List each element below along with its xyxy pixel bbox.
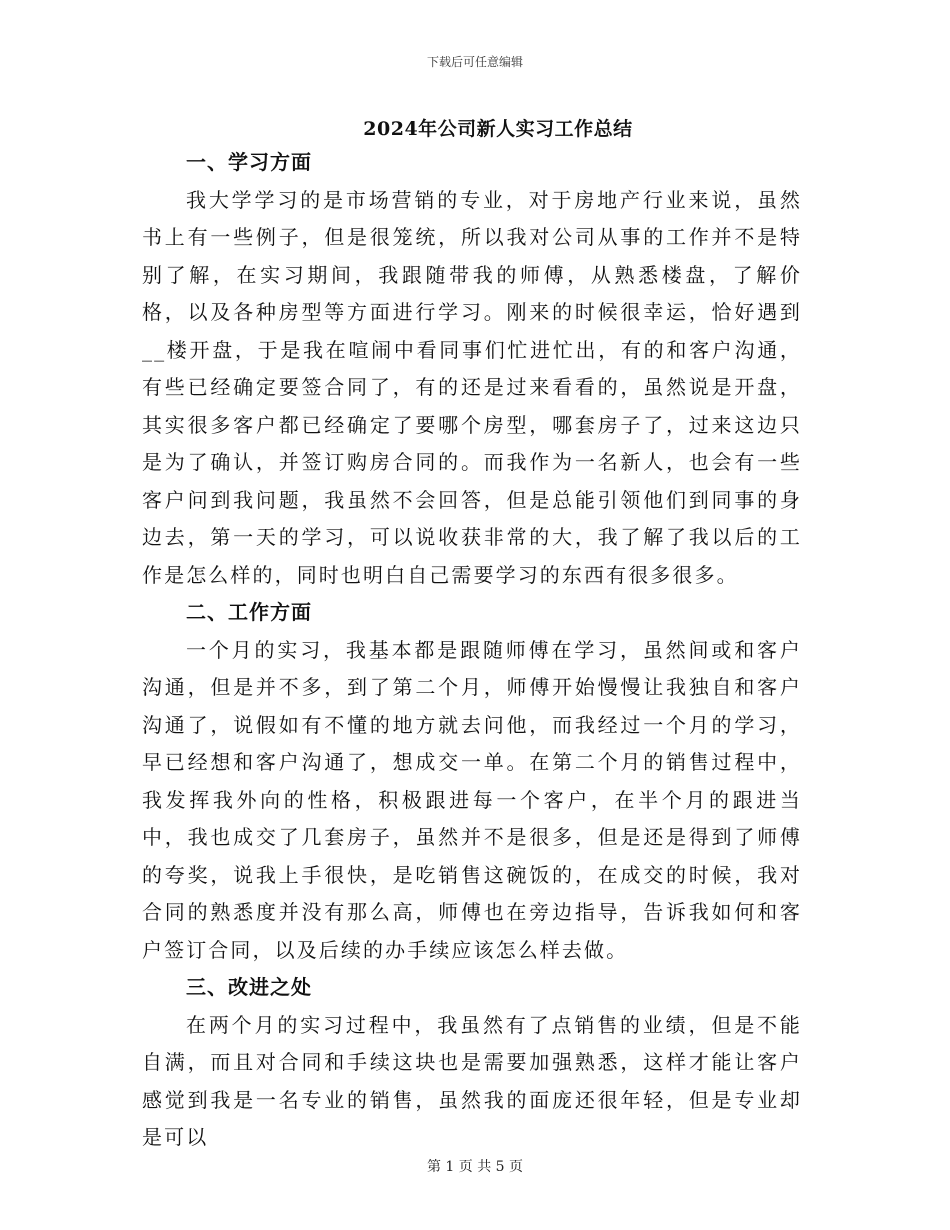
section-paragraph: 在两个月的实习过程中，我虽然有了点销售的业绩，但是不能自满，而且对合同和手续这块也是需要加强熟悉，这样才能让客户感觉到我是一名专业的销售，虽然我的面庞还很年轻，但是专业却是可以 <box>142 1012 802 1149</box>
document-title: 2024年公司新人实习工作总结 <box>363 118 633 140</box>
section-improvement <box>142 969 802 1157</box>
section-heading: 二、工作方面 <box>186 600 312 624</box>
section-paragraph: 我大学学习的是市场营销的专业，对于房地产行业来说，虽然书上有一些例子，但是很笼统，所以我对公司从事的工作并不是特别了解，在实习期间，我跟随带我的师傅，从熟悉楼盘，了解价格，以及各种房型等方面进行学习。刚来的时候很幸运，恰好遇到__楼开盘，于是我在喧闹中看同事们忙进忙出，有的和客户沟通，有些已经确定要签合同了，有的还是过来看看的，虽然说是开盘，其实很多客户都已经确定了要哪个房型，哪套房子了，过来这边只是为了确认，并签订购房合同的。而我作为一名新人，也会有一些客户问到我问题，我虽然不会回答，但是总能引领他们到同事的身边去，第一天的学习，可以说收获非常的大，我了解了我以后的工作是怎么样的，同时也明白自己需要学习的东西有很多很多。 <box>142 187 802 587</box>
header-note: 下载后可任意编辑 <box>426 55 523 69</box>
document-body <box>142 144 802 1157</box>
section-heading: 三、改进之处 <box>186 975 312 999</box>
section-work <box>142 594 802 969</box>
section-paragraph: 一个月的实习，我基本都是跟随师傅在学习，虽然间或和客户沟通，但是并不多，到了第二个月，师傅开始慢慢让我独自和客户沟通了，说假如有不懂的地方就去问他，而我经过一个月的学习，早已经想和客户沟通了，想成交一单。在第二个月的销售过程中，我发挥我外向的性格，积极跟进每一个客户，在半个月的跟进当中，我也成交了几套房子，虽然并不是很多，但是还是得到了师傅的夸奖，说我上手很快，是吃销售这碗饭的，在成交的时候，我对合同的熟悉度并没有那么高，师傅也在旁边指导，告诉我如何和客户签订合同，以及后续的办手续应该怎么样去做。 <box>142 637 802 962</box>
section-study <box>142 144 802 594</box>
section-heading: 一、学习方面 <box>186 150 312 174</box>
page-number-footer: 第 1 页 共 5 页 <box>426 1159 524 1175</box>
